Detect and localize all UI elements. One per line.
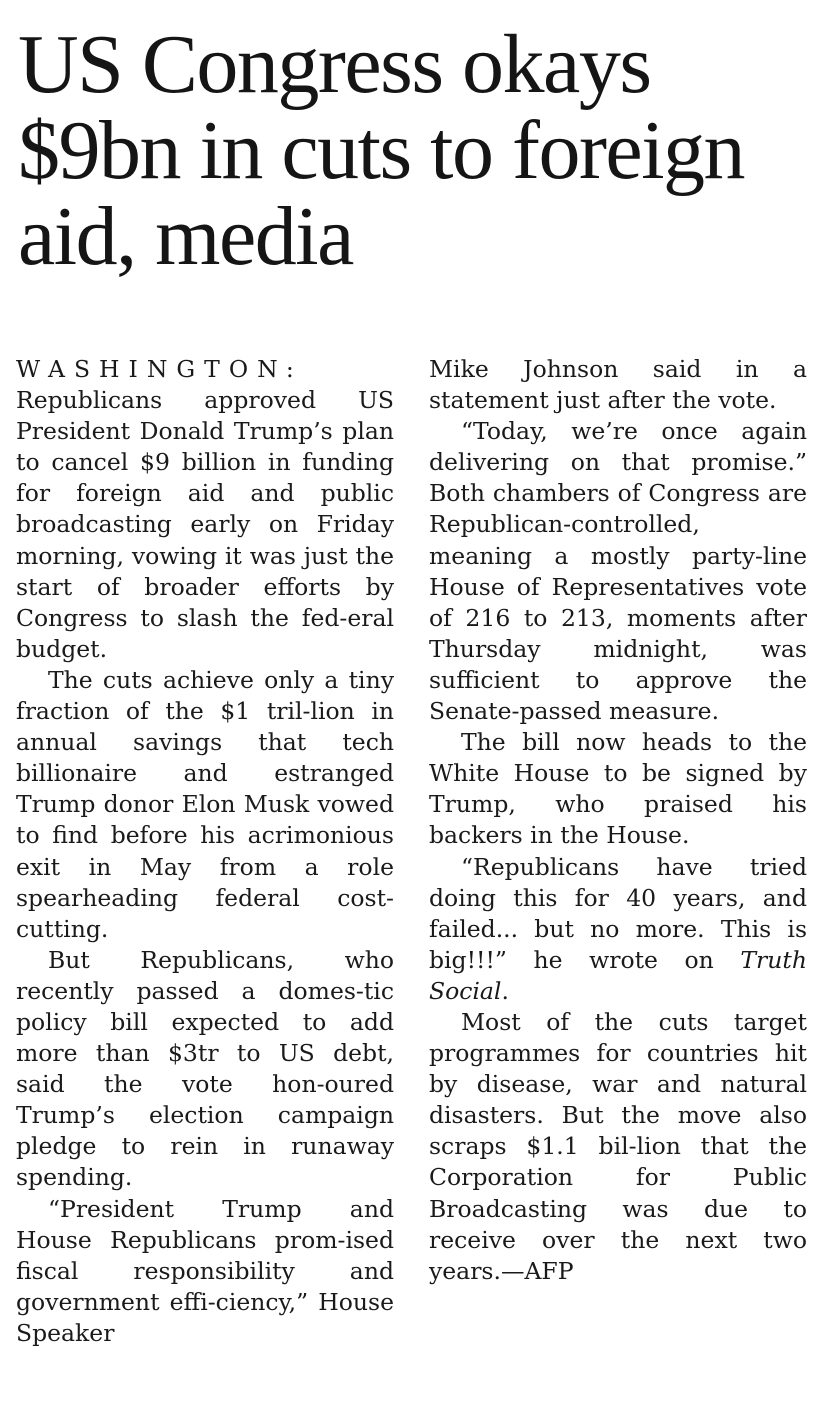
dateline: WASHINGTON: [16, 355, 303, 383]
body-paragraph: The bill now heads to the White House to be signed by Trump, who praised his backers in the House. [429, 728, 807, 850]
body-paragraph: Most of the cuts target programmes for countries hit by disease, war and natural disasters. But the move also scraps $1.1 bil-lion that the Corporation for Public Broadcasting was due to receive over the next two years.—AFP [429, 1007, 807, 1285]
body-paragraph: But Republicans, who recently passed a domes-tic policy bill expected to add more than $3tr to US debt, said the vote hon-oured Trump’s election campaign pledge to rein in runaway spending. [16, 945, 394, 1192]
article-column-left [16, 354, 394, 1349]
lead-text: Republicans approved US President Donald Trump’s plan to cancel $9 billion in funding for foreign aid and public broadcasting early on Friday morning, vowing it was just the start of broader efforts by Congress to slash the fed-eral budget. [16, 386, 394, 663]
lead-paragraph [16, 354, 394, 665]
source-name: Truth Social [429, 945, 807, 1005]
article-column-right [429, 354, 807, 1287]
body-paragraph: The cuts achieve only a tiny fraction of the $1 tril-lion in annual savings that tech billionaire and estranged Trump donor Elon Musk vowed to find before his acrimonious exit in May from a role spearheading federal cost-cutting. [16, 665, 394, 943]
body-paragraph: “President Trump and House Republicans prom-ised fiscal responsibility and government effi-ciency,” House Speaker [16, 1194, 394, 1347]
quote-text: “Republicans have tried doing this for 40 years, and failed... but no more. This is big!!!” he wrote on [429, 852, 807, 974]
body-paragraph: “Today, we’re once again delivering on that promise.” Both chambers of Congress are Republican-controlled, meaning a mostly party-line House of Representatives vote of 216 to 213, moments after Thursday midnight, was sufficient to approve the Senate-passed measure. [429, 417, 807, 726]
body-paragraph [429, 852, 807, 1007]
quote-end: . [501, 976, 509, 1005]
headline: US Congress okays $9bn in cuts to foreign aid, media [18, 18, 745, 283]
body-paragraph-continued: Mike Johnson said in a statement just after the vote. [429, 355, 807, 415]
